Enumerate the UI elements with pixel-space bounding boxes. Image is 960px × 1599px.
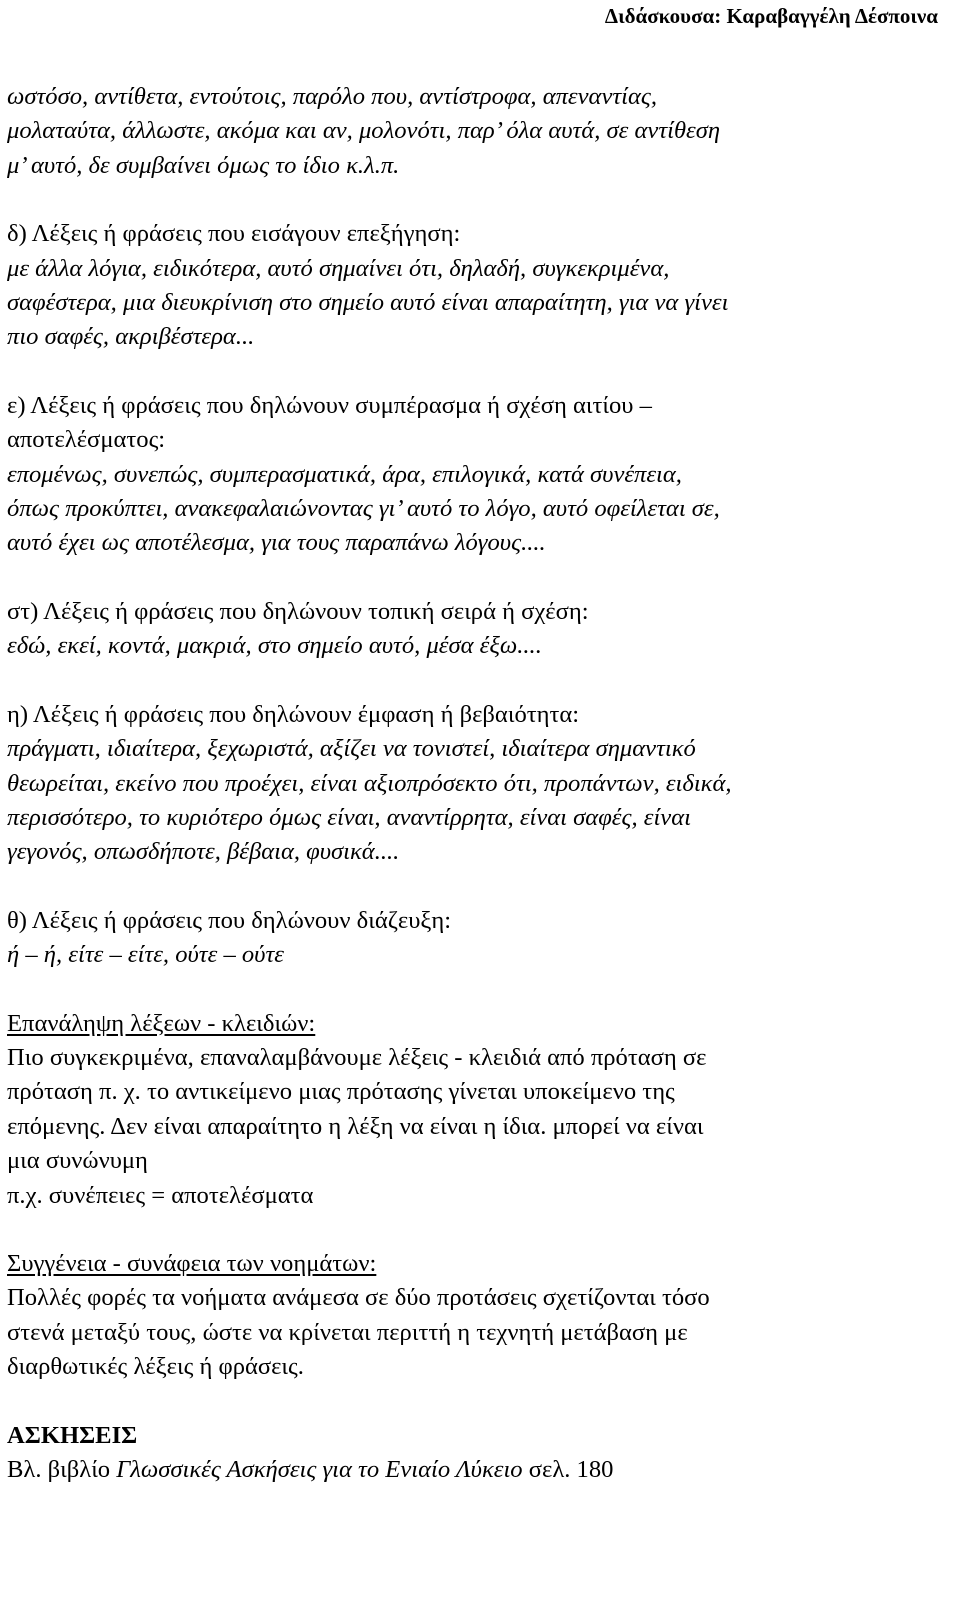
contrast-words-line: μολαταύτα, άλλωστε, ακόμα και αν, μολονότι, παρ’ όλα αυτά, σε αντίθεση [7, 117, 721, 145]
section-heading: θ) Λέξεις ή φράσεις που δηλώνουν διάζευξη: [7, 906, 452, 934]
contrast-words-line: μ’ αυτό, δε συμβαίνει όμως το ίδιο κ.λ.π. [7, 151, 400, 179]
section-words-line: επομένως, συνεπώς, συμπερασματικά, άρα, επιλογικά, κατά συνέπεια, [7, 460, 682, 488]
paragraph-line: επόμενης. Δεν είναι απαραίτητο η λέξη να είναι η ίδια. μπορεί να είναι [7, 1112, 704, 1140]
section-heading: η) Λέξεις ή φράσεις που δηλώνουν έμφαση ή βεβαιότητα: [7, 700, 580, 728]
exercises-reference [7, 1453, 947, 1487]
section-title: Συγγένεια - συνάφεια των νοημάτων: [7, 1249, 377, 1277]
teacher-header: Διδάσκουσα: Καραβαγγέλη Δέσποινα [604, 4, 938, 28]
section-heading: ε) Λέξεις ή φράσεις που δηλώνουν συμπέρασμα ή σχέση αιτίου – [7, 391, 652, 419]
section-words-line: θεωρείται, εκείνο που προέχει, είναι αξιοπρόσεκτο ότι, προπάντων, ειδικά, [7, 769, 732, 797]
section-words-line: σαφέστερα, μια διευκρίνιση στο σημείο αυτό είναι απαραίτητη, για να γίνει [7, 289, 729, 317]
paragraph-line: π.χ. συνέπειες = αποτελέσματα [7, 1181, 314, 1209]
section-words-line: όπως προκύπτει, ανακεφαλαιώνοντας γι’ αυτό το λόγο, αυτό οφείλεται σε, [7, 495, 720, 523]
paragraph-line: διαρθωτικές λέξεις ή φράσεις. [7, 1353, 304, 1381]
section-conclusion [7, 389, 947, 561]
section-place [7, 595, 947, 664]
section-explanation [7, 217, 947, 355]
paragraph-line: πρόταση π. χ. το αντικείμενο μιας πρότασης γίνεται υποκείμενο της [7, 1078, 675, 1106]
book-title: Γλωσσικές Ασκήσεις για το Ενιαίο Λύκειο [116, 1456, 523, 1483]
section-emphasis [7, 698, 947, 870]
contrast-words-block [7, 80, 947, 183]
section-heading: στ) Λέξεις ή φράσεις που δηλώνουν τοπική σειρά ή σχέση: [7, 597, 589, 625]
section-disjunction [7, 904, 947, 973]
paragraph-line: Πιο συγκεκριμένα, επαναλαμβάνουμε λέξεις - κλειδιά από πρόταση σε [7, 1043, 707, 1071]
section-repetition [7, 1007, 947, 1213]
section-words-line: πράγματι, ιδιαίτερα, ξεχωριστά, αξίζει να τονιστεί, ιδιαίτερα σημαντικό [7, 735, 696, 763]
reference-page: σελ. 180 [522, 1456, 614, 1483]
section-title: Επανάληψη λέξεων - κλειδιών: [7, 1009, 316, 1037]
section-words-line: πιο σαφές, ακριβέστερα... [7, 323, 255, 351]
section-exercises [7, 1419, 947, 1488]
paragraph-line: μια συνώνυμη [7, 1147, 148, 1175]
section-heading: δ) Λέξεις ή φράσεις που εισάγουν επεξήγηση: [7, 220, 461, 248]
section-words-line: ή – ή, είτε – είτε, ούτε – ούτε [7, 941, 284, 969]
exercises-title: ΑΣΚΗΣΕΙΣ [7, 1421, 138, 1449]
section-words-line: περισσότερο, το κυριότερο όμως είναι, αναντίρρητα, είναι σαφές, είναι [7, 803, 691, 831]
section-words-line: αυτό έχει ως αποτέλεσμα, για τους παραπάνω λόγους.... [7, 529, 546, 557]
contrast-words-line: ωστόσο, αντίθετα, εντούτοις, παρόλο που, αντίστροφα, απεναντίας, [7, 83, 658, 110]
paragraph-line: στενά μεταξύ τους, ώστε να κρίνεται περιττή η τεχνητή μετάβαση με [7, 1318, 688, 1346]
section-kinship [7, 1247, 947, 1385]
document-body [7, 80, 947, 1487]
section-words-line: εδώ, εκεί, κοντά, μακριά, στο σημείο αυτό, μέσα έξω.... [7, 632, 542, 660]
paragraph-line: Πολλές φορές τα νοήματα ανάμεσα σε δύο προτάσεις σχετίζονται τόσο [7, 1284, 710, 1312]
section-words-line: με άλλα λόγια, ειδικότερα, αυτό σημαίνει ότι, δηλαδή, συγκεκριμένα, [7, 254, 670, 282]
section-words-line: γεγονός, οπωσδήποτε, βέβαια, φυσικά.... [7, 838, 400, 866]
reference-prefix: Βλ. βιβλίο [7, 1456, 117, 1483]
section-heading: αποτελέσματος: [7, 426, 166, 454]
